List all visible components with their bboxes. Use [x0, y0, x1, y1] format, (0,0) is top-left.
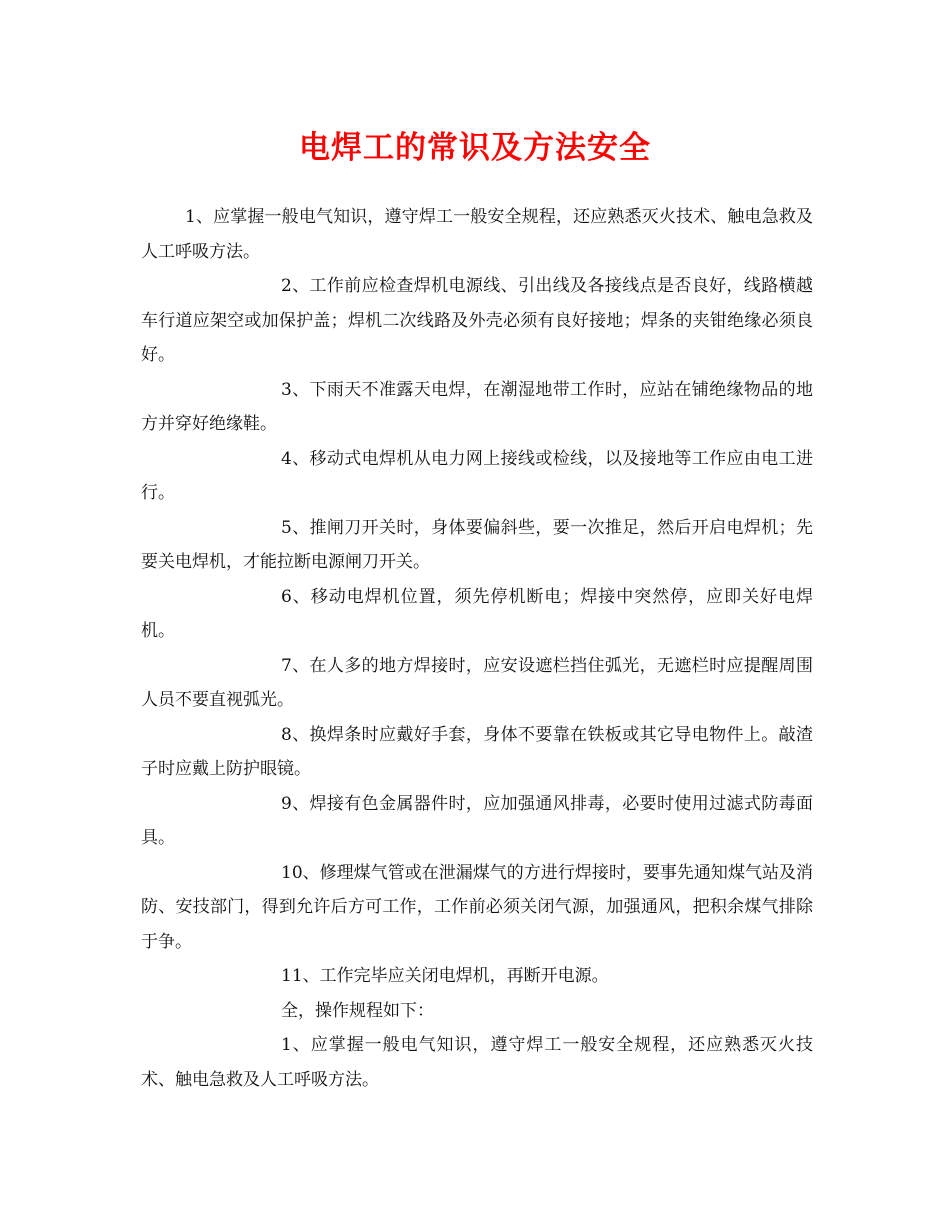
paragraph-4: 4、移动式电焊机从电力网上接线或检线，以及接地等工作应由电工进行。 [141, 448, 813, 503]
paragraph-11: 11、工作完毕应关闭电焊机，再断开电源。 [281, 966, 609, 986]
paragraph-6: 6、移动电焊机位置，须先停机断电；焊接中突然停，应即关好电焊机。 [141, 586, 813, 641]
paragraph-5: 5、推闸刀开关时，身体要偏斜些，要一次推足，然后开启电焊机；先要关电焊机，才能拉断电源闸刀开关。 [141, 517, 813, 572]
paragraph-1: 1、应掌握一般电气知识，遵守焊工一般安全规程，还应熟悉灭火技术、触电急救及人工呼吸方法。 [141, 207, 813, 262]
paragraph-7: 7、在人多的地方焊接时，应安设遮栏挡住弧光，无遮栏时应提醒周围人员不要直视弧光。 [141, 655, 813, 710]
paragraph-12: 全，操作规程如下： [281, 1000, 434, 1021]
paragraph-2: 2、工作前应检查焊机电源线、引出线及各接线点是否良好，线路横越车行道应架空或加保护盖；焊机二次线路及外壳必须有良好接地；焊条的夹钳绝缘必须良好。 [141, 276, 813, 365]
paragraph-3: 3、下雨天不准露天电焊，在潮湿地带工作时，应站在铺绝缘物品的地方并穿好绝缘鞋。 [141, 379, 813, 434]
document-body [141, 200, 813, 1097]
paragraph-10: 10、修理煤气管或在泄漏煤气的方进行焊接时，要事先通知煤气站及消防、安技部门，得到允许后方可工作，工作前必须关闭气源，加强通风，把积余煤气排除于争。 [141, 862, 813, 952]
paragraph-13: 1、应掌握一般电气知识，遵守焊工一般安全规程，还应熟悉灭火技术、触电急救及人工呼吸方法。 [141, 1035, 813, 1090]
paragraph-9: 9、焊接有色金属器件时，应加强通风排毒，必要时使用过滤式防毒面具。 [141, 793, 813, 848]
document-title: 电焊工的常识及方法安全 [299, 130, 651, 166]
paragraph-8: 8、换焊条时应戴好手套，身体不要靠在铁板或其它导电物件上。敲渣子时应戴上防护眼镜。 [141, 724, 813, 779]
